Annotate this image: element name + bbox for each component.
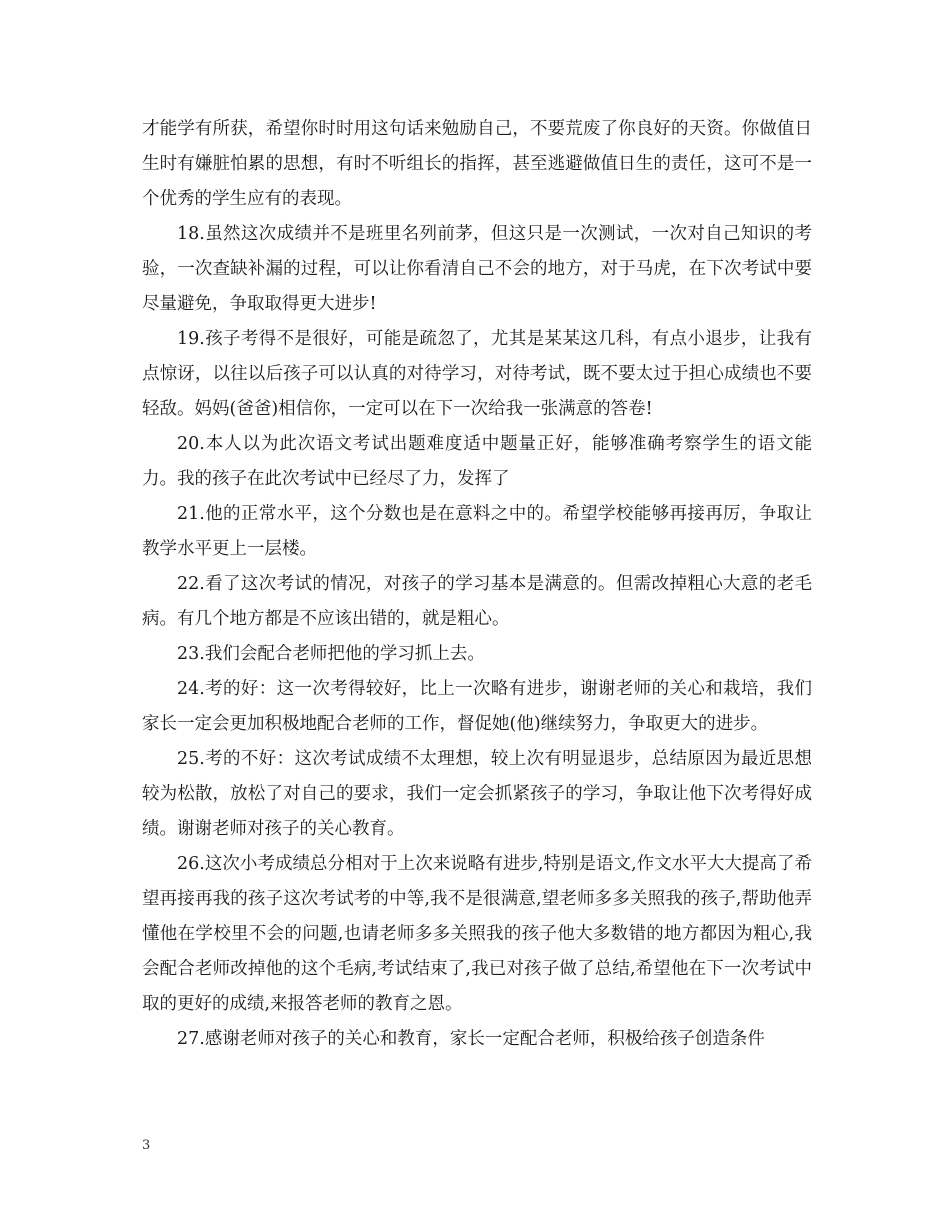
- paragraph-22: 22.看了这次考试的情况，对孩子的学习基本是满意的。但需改掉粗心大意的老毛病。有几个地方都是不应该出错的，就是粗心。: [142, 574, 812, 629]
- paragraph-25: 25.考的不好：这次考试成绩不太理想，较上次有明显退步，总结原因为最近思想较为松散，放松了对自己的要求，我们一定会抓紧孩子的学习，争取让他下次考得好成绩。谢谢老师对孩子的关心教育。: [142, 749, 812, 839]
- paragraph-23: 23.我们会配合老师把他的学习抓上去。: [177, 644, 485, 664]
- document-body: [142, 112, 812, 1057]
- page-number: 3: [142, 1138, 151, 1153]
- paragraph-24: 24.考的好：这一次考得较好，比上一次略有进步，谢谢老师的关心和栽培，我们家长一定会更加积极地配合老师的工作，督促她(他)继续努力，争取更大的进步。: [142, 679, 812, 734]
- paragraph-26: 26.这次小考成绩总分相对于上次来说略有进步,特别是语文,作文水平大大提高了希望再接再我的孩子这次考试考的中等,我不是很满意,望老师多多关照我的孩子,帮助他弄懂他在学校里不会的问题,也请老师多多关照我的孩子他大多数错的地方都因为粗心,我会配合老师改掉他的这个毛病,考试结束了,我已对孩子做了总结,希望他在下一次考试中取的更好的成绩,来报答老师的教育之恩。: [142, 854, 812, 1014]
- paragraph-18: 18.虽然这次成绩并不是班里名列前茅，但这只是一次测试，一次对自己知识的考验，一次查缺补漏的过程，可以让你看清自己不会的地方，对于马虎，在下次考试中要尽量避免，争取取得更大进步!: [142, 224, 812, 314]
- paragraph-19: 19.孩子考得不是很好，可能是疏忽了，尤其是某某这几科，有点小退步，让我有点惊讶，以往以后孩子可以认真的对待学习，对待考试，既不要太过于担心成绩也不要轻敌。妈妈(爸爸)相信你，一定可以在下一次给我一张满意的答卷!: [142, 329, 812, 419]
- paragraph-continuation: 才能学有所获，希望你时时用这句话来勉励自己，不要荒废了你良好的天资。你做值日生时有嫌脏怕累的思想，有时不听组长的指挥，甚至逃避做值日生的责任，这可不是一个优秀的学生应有的表现。: [142, 119, 812, 209]
- paragraph-21: 21.他的正常水平，这个分数也是在意料之中的。希望学校能够再接再厉，争取让教学水平更上一层楼。: [142, 504, 812, 559]
- paragraph-20: 20.本人以为此次语文考试出题难度适中题量正好，能够准确考察学生的语文能力。我的孩子在此次考试中已经尽了力，发挥了: [142, 434, 812, 489]
- paragraph-27: 27.感谢老师对孩子的关心和教育，家长一定配合老师，积极给孩子创造条件: [177, 1029, 765, 1049]
